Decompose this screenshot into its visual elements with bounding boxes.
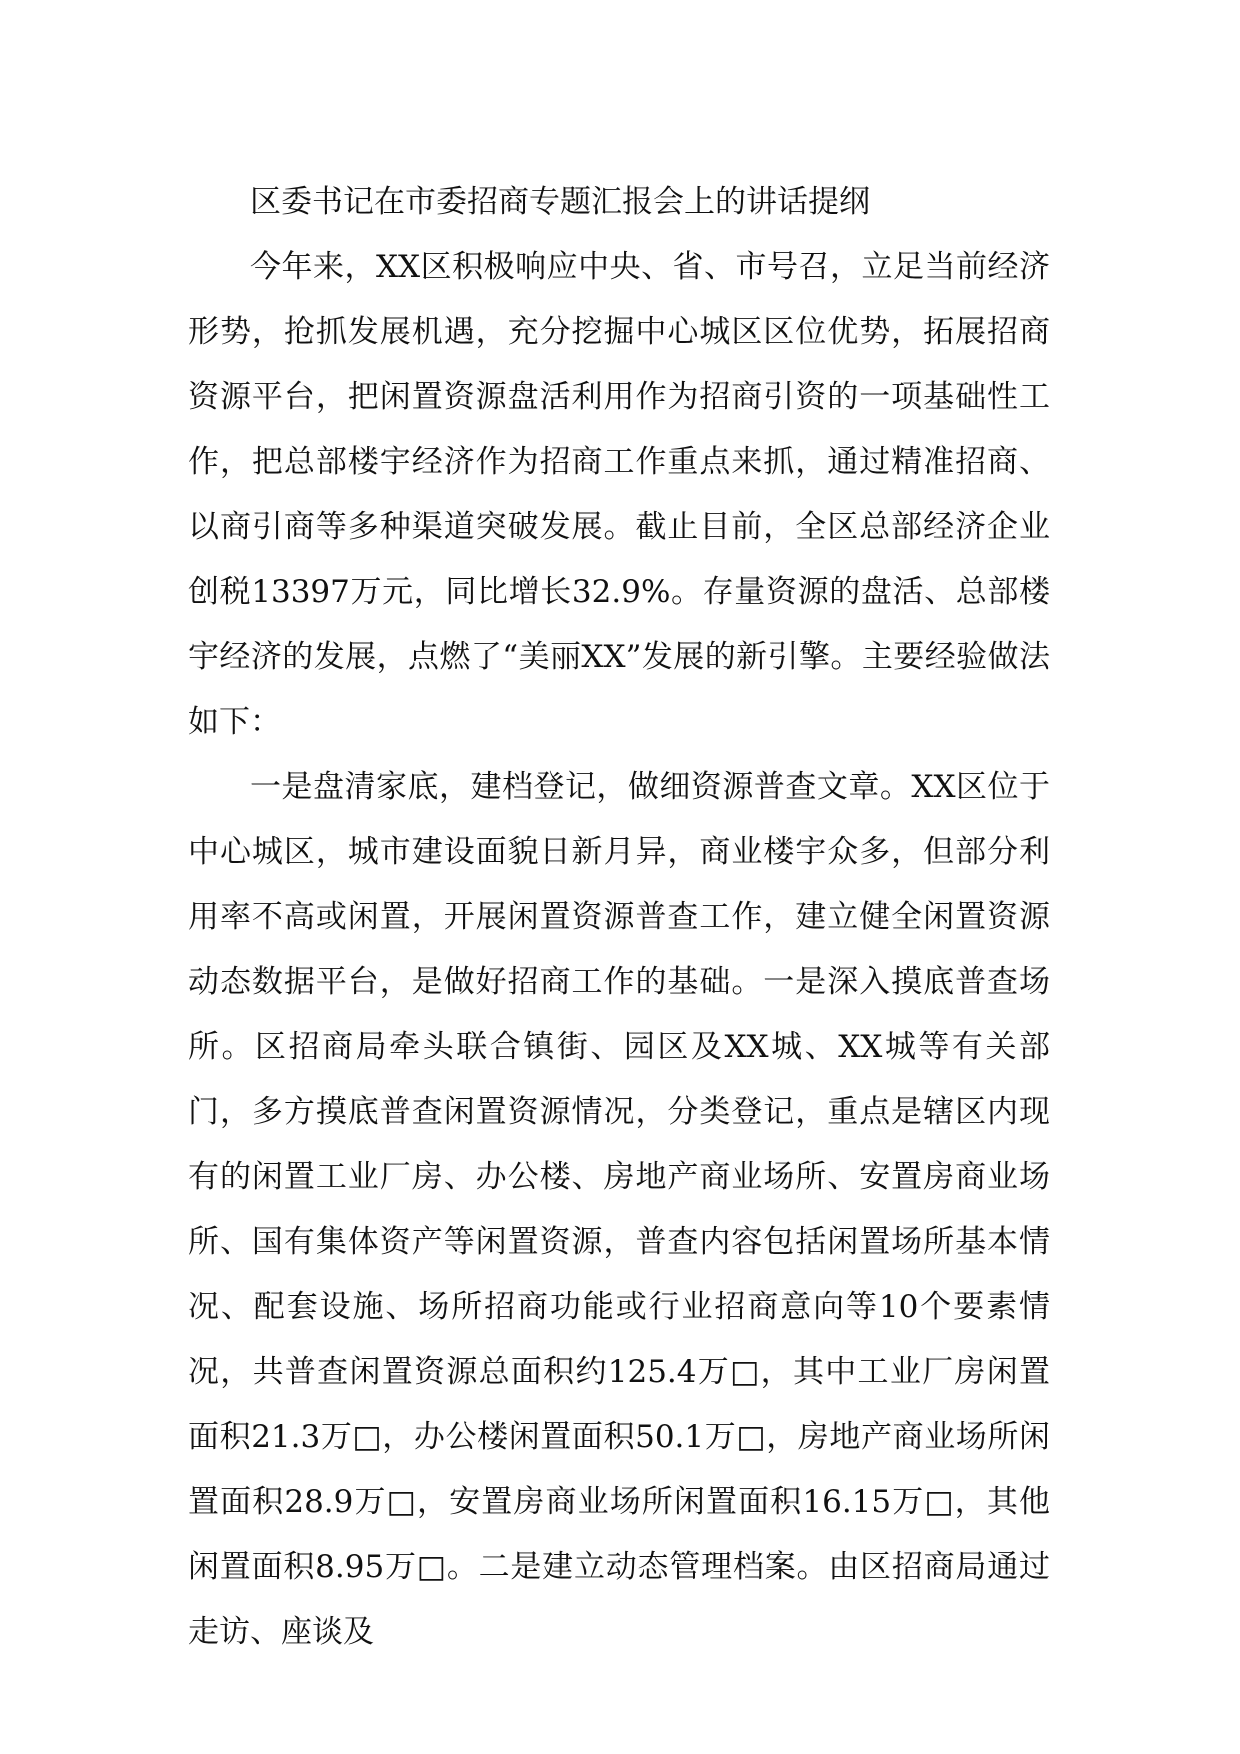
paragraph-first-point: 一是盘清家底，建档登记，做细资源普查文章。XX区位于中心城区，城市建设面貌日新月异，商业楼宇众多，但部分利用率不高或闲置，开展闲置资源普查工作，建立健全闲置资源动态数据平台，是做好招商工作的基础。一是深入摸底普查场所。区招商局牵头联合镇街、园区及XX城、XX城等有关部门，多方摸底普查闲置资源情况，分类登记，重点是辖区内现有的闲置工业厂房、办公楼、房地产商业场所、安置房商业场所、国有集体资产等闲置资源，普查内容包括闲置场所基本情况、配套设施、场所招商功能或行业招商意向等10个要素情况，共普查闲置资源总面积约125.4万□，其中工业厂房闲置面积21.3万□，办公楼闲置面积50.1万□，房地产商业场所闲置面积28.9万□，安置房商业场所闲置面积16.15万□，其他闲置面积8.95万□。二是建立动态管理档案。由区招商局通过走访、座谈及 xyxy=(188,769,1050,1650)
document-title: 区委书记在市委招商专题汇报会上的讲话提纲 xyxy=(250,184,870,220)
paragraph-intro: 今年来，XX区积极响应中央、省、市号召，立足当前经济形势，抢抓发展机遇，充分挖掘中心城区区位优势，拓展招商资源平台，把闲置资源盘活利用作为招商引资的一项基础性工作，把总部楼宇经济作为招商工作重点来抓，通过精准招商、以商引商等多种渠道突破发展。截止目前，全区总部经济企业创税13397万元，同比增长32.9%。存量资源的盘活、总部楼宇经济的发展，点燃了“美丽XX”发展的新引擎。主要经验做法如下： xyxy=(188,249,1050,740)
document-body xyxy=(188,170,1050,1665)
